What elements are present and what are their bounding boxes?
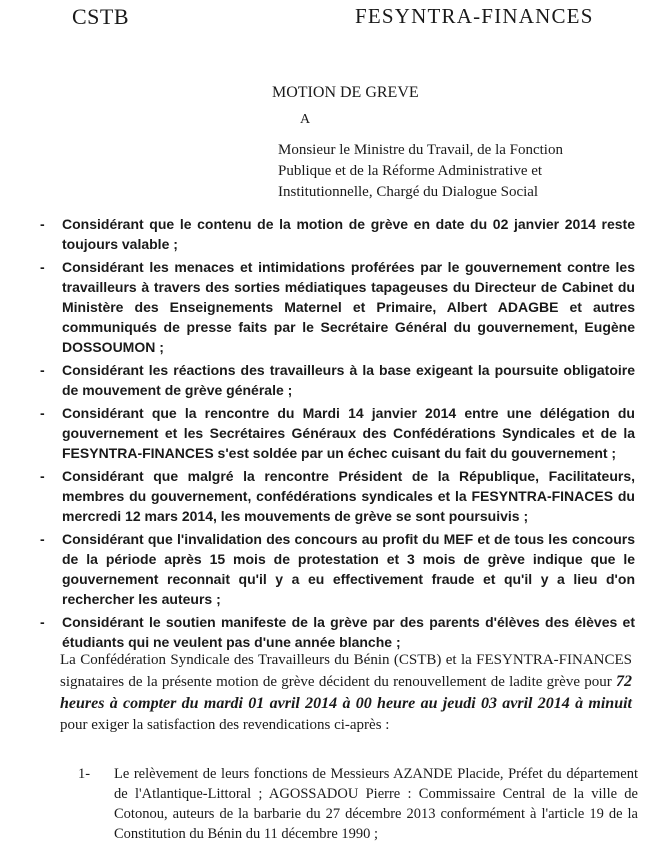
decision-text-start: La Confédération Syndicale des Travailleurs du Bénin (CSTB) et la FESYNTRA-FINANCES signataires de la présente motion de grève décident du renouvellement de ladite grève pour — [60, 652, 632, 690]
considerant-item — [40, 612, 635, 652]
document-title: MOTION DE GREVE — [272, 84, 419, 101]
bullet: - — [40, 216, 45, 232]
bullet: - — [40, 614, 45, 630]
bullet: - — [40, 405, 45, 421]
addressee-a: A — [300, 112, 311, 127]
bullet: - — [40, 531, 45, 547]
demands-list — [78, 764, 638, 844]
considerant-text: Considérant que malgré la rencontre Président de la République, Facilitateurs, membres du gouvernement, confédérations syndicales et la FESYNTRA-FINACES du mercredi 12 mars 2014, les mouvements de grève se sont poursuivis ; — [62, 468, 635, 524]
bullet: - — [40, 468, 45, 484]
considerant-text: Considérant le soutien manifeste de la grève par des parents d'élèves des élèves et étudiants qui ne veulent pas d'une année blanche ; — [62, 614, 635, 650]
considerant-item — [40, 360, 635, 400]
considerant-text: Considérant que le contenu de la motion de grève en date du 02 janvier 2014 reste toujours valable ; — [62, 216, 635, 252]
considerant-item — [40, 257, 635, 357]
considerant-item — [40, 466, 635, 526]
demand-item — [78, 764, 638, 844]
bullet: - — [40, 259, 45, 275]
bullet: - — [40, 362, 45, 378]
header-cstb: CSTB — [72, 4, 130, 29]
addressee-block: Monsieur le Ministre du Travail, de la Fonction Publique et de la Réforme Administrative et Institutionnelle, Chargé du Dialogue Social — [278, 142, 563, 200]
considerant-text: Considérant que la rencontre du Mardi 14 janvier 2014 entre une délégation du gouvernement et les Secrétaires Généraux des Confédérations Syndicales et de la FESYNTRA-FINANCES s'est soldée par un échec cuisant du fait du gouvernement ; — [62, 405, 635, 461]
demand-text: Le relèvement de leurs fonctions de Messieurs AZANDE Placide, Préfet du département de l'Atlantique-Littoral ; AGOSSADOU Pierre : Commissaire Central de la ville de Cotonou, auteurs de la barbarie du 27 décembre 2013 conformément à l'article 19 de la Constitution du Bénin du 11 décembre 1990 ; — [114, 766, 638, 842]
considerant-item — [40, 214, 635, 254]
considerant-text: Considérant que l'invalidation des concours au profit du MEF et de tous les concours de la période après 15 mois de protestation et 3 mois de grève indique que le gouvernement reconnait qu'il y a eu effectivement fraude et qu'il y a lieu d'on rechercher les auteurs ; — [62, 531, 635, 607]
strike-period: 72 heures à compter du mardi 01 avril 2014 à 00 heure au jeudi 03 avril 2014 à minuit — [60, 673, 632, 712]
demand-number: 1- — [78, 766, 91, 782]
considerant-text: Considérant les réactions des travailleurs à la base exigeant la poursuite obligatoire de mouvement de grève générale ; — [62, 362, 635, 398]
decision-text-end: pour exiger la satisfaction des revendications ci-après : — [60, 717, 390, 733]
header-fesyntra-finances: FESYNTRA-FINANCES — [355, 4, 594, 28]
decision-paragraph — [60, 650, 632, 736]
considerant-text: Considérant les menaces et intimidations proférées par le gouvernement contre les travailleurs à travers des sorties médiatiques tapageuses du Directeur de Cabinet du Ministère des Enseignements Maternel et Primaire, Albert ADAGBE et autres communiqués de presse faits par le Secrétaire Général du gouvernement, Eugène DOSSOUMON ; — [62, 259, 635, 355]
considerants-list — [40, 214, 635, 655]
considerant-item — [40, 529, 635, 609]
considerant-item — [40, 403, 635, 463]
